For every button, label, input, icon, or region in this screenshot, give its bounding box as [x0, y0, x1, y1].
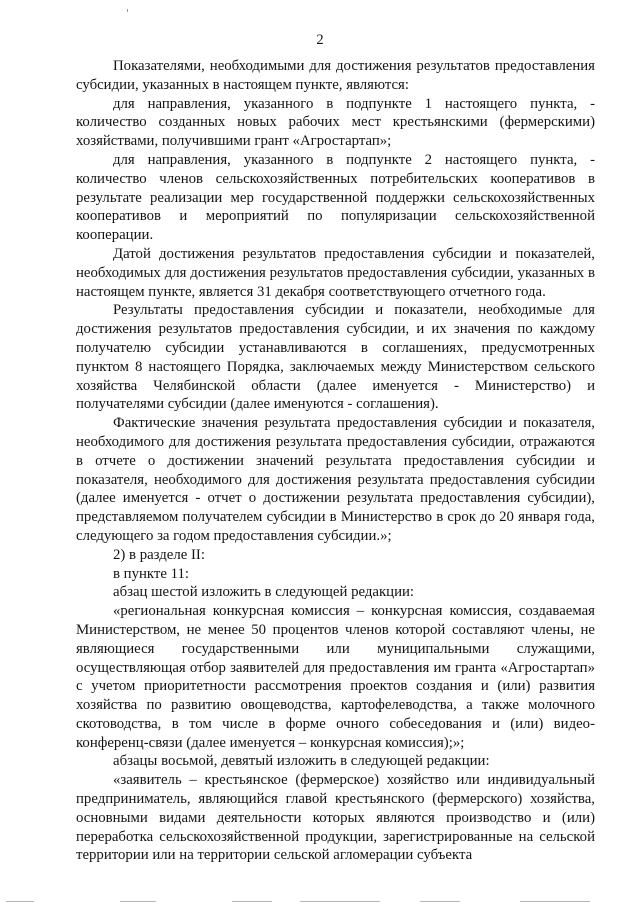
paragraph: Результаты предоставления субсидии и показатели, необходимые для достижения результатов предоставления субсидии, и их значения по каждому получателю субсидии устанавливаются в соглашениях, предусмотренных пунктом 8 настоящего Порядка, заключаемых между Министерством сельского хозяйства Челябинской области (далее именуется - Министерство) и получателями субсидии (далее именуются - соглашения). — [76, 302, 595, 413]
scan-speck — [127, 9, 128, 12]
paragraph: 2) в разделе II: — [113, 546, 205, 563]
paragraph: для направления, указанного в подпункте 1 настоящего пункта, - количество созданных новых рабочих мест крестьянскими (фермерскими) хозяйствами, получившими грант «Агростартап»; — [76, 95, 595, 150]
paragraph: абзац шестой изложить в следующей редакции: — [113, 584, 415, 601]
scan-bottom-edge — [0, 897, 640, 905]
paragraph: в пункте 11: — [113, 565, 190, 582]
paragraph: для направления, указанного в подпункте 2 настоящего пункта, - количество членов сельскохозяйственных потребительских кооперативов в результате реализации мер государственной поддержки сельскохозяйственных кооперативов и мероприятий по популяризации сельскохозяйственной кооперации. — [76, 151, 595, 244]
paragraph: «региональная конкурсная комиссия – конкурсная комиссия, создаваемая Министерством, не менее 50 процентов членов которой составляют члены, не являющиеся государственными или муниципальными служащими, осуществляющая отбор заявителей для предоставления им гранта «Агростартап» с учетом приоритетности рассмотрения проектов создания и (или) развития хозяйства по развитию овощеводства, картофелеводства, а также молочного скотоводства, в том числе в форме очного собеседования и (или) видео-конференц-связи (далее именуется – конкурсная комиссия);»; — [76, 603, 595, 751]
paragraph: «заявитель – крестьянское (фермерское) хозяйство или индивидуальный предприниматель, являющийся главой крестьянского (фермерского) хозяйства, основными видами деятельности которых являются производство и (или) переработка сельскохозяйственной продукции, зарегистрированные на сельской территории или на территории сельской агломерации субъекта — [76, 772, 595, 864]
paragraph: Датой достижения результатов предоставления субсидии и показателей, необходимых для достижения результатов предоставления субсидии, указанных в настоящем пункте, является 31 декабря соответствующего отчетного года. — [76, 245, 595, 300]
document-body — [76, 57, 595, 865]
paragraph: Фактические значения результата предоставления субсидии и показателя, необходимого для достижения результата предоставления субсидии, отражаются в отчете о достижении значений результата предоставления субсидии и показателя, необходимого для достижения результата предоставления субсидии (далее именуется - отчет о достижении результата предоставления субсидии), представляемом получателем субсидии в Министерство в срок до 20 января года, следующего за годом предоставления субсидии.»; — [76, 415, 595, 544]
page-number: 2 — [316, 32, 324, 48]
paragraph: абзацы восьмой, девятый изложить в следующей редакции: — [113, 753, 490, 770]
paragraph: Показателями, необходимыми для достижения результатов предоставления субсидии, указанных в настоящем пункте, являются: — [76, 58, 595, 93]
